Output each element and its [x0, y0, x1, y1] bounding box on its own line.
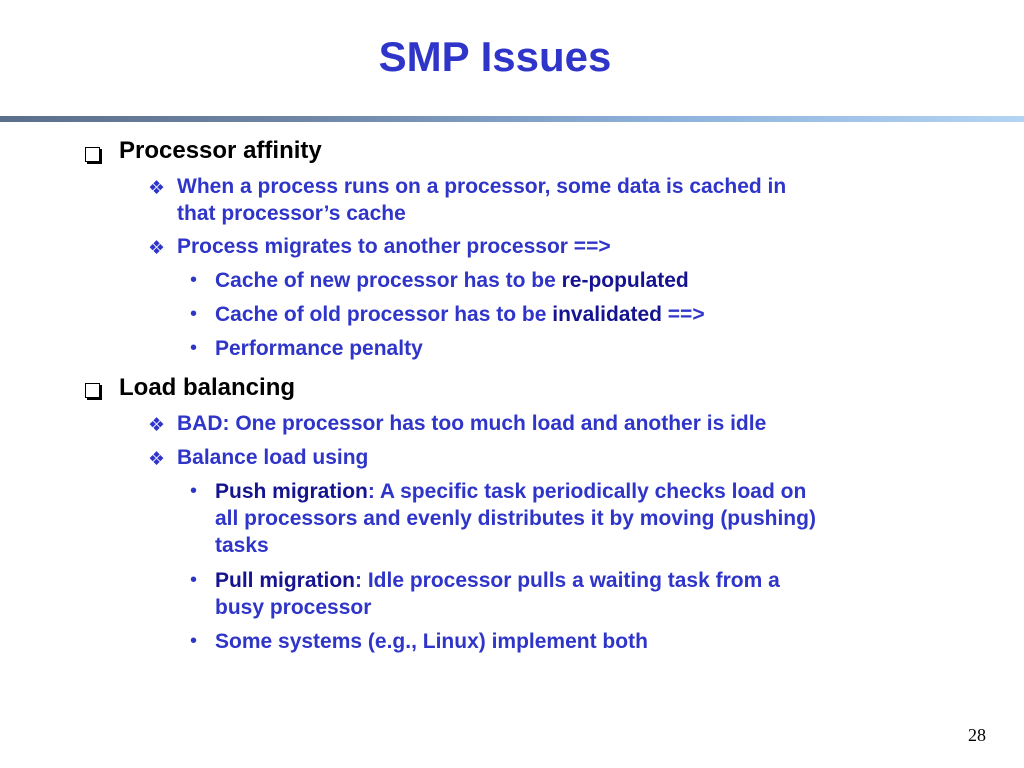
section-heading-load-balancing: Load balancing	[119, 374, 296, 401]
bullet-text: Cache of old processor has to be	[215, 303, 553, 326]
emphasis-text: re-populated	[561, 269, 689, 292]
diamond-bullet-icon: ❖	[148, 238, 166, 259]
bullet-item	[215, 269, 689, 293]
diamond-bullet-icon: ❖	[148, 449, 166, 470]
bullet-text-continued: all processors and evenly distributes it by moving (pushing)	[215, 507, 816, 530]
bullet-item: Some systems (e.g., Linux) implement both	[215, 630, 648, 653]
bullet-text: : A specific task periodically checks load on	[367, 480, 807, 503]
box-bullet-icon	[85, 147, 100, 162]
round-bullet-icon: •	[190, 569, 198, 591]
sub-item-text: When a process runs on a processor, some data is cached in	[177, 175, 787, 198]
bullet-item	[215, 480, 806, 504]
round-bullet-icon: •	[190, 630, 198, 652]
slide-title: SMP Issues	[378, 33, 612, 80]
emphasis-text: Pull migration	[215, 569, 356, 592]
round-bullet-icon: •	[190, 303, 198, 325]
emphasis-text: invalidated	[552, 303, 662, 326]
round-bullet-icon: •	[190, 480, 198, 502]
sub-item-text: Process migrates to another processor ==>	[177, 235, 611, 258]
section-heading-processor-affinity: Processor affinity	[119, 137, 322, 164]
box-bullet-icon	[85, 383, 100, 398]
sub-item-text: BAD: One processor has too much load and another is idle	[177, 412, 767, 435]
bullet-text-suffix: ==>	[661, 303, 705, 326]
bullet-text-continued: busy processor	[215, 596, 372, 619]
diamond-bullet-icon: ❖	[148, 178, 166, 199]
round-bullet-icon: •	[190, 337, 198, 359]
sub-item-text: Balance load using	[177, 446, 369, 469]
bullet-item	[215, 303, 705, 327]
bullet-text: : Idle processor pulls a waiting task from a	[355, 569, 780, 592]
bullet-text-continued: tasks	[215, 534, 269, 557]
page-number: 28	[968, 725, 986, 745]
bullet-item	[215, 569, 780, 593]
sub-item-text-continued: that processor’s cache	[177, 202, 406, 225]
bullet-text: Cache of new processor has to be	[215, 269, 562, 292]
emphasis-text: Push migration	[215, 480, 368, 503]
diamond-bullet-icon: ❖	[148, 415, 166, 436]
round-bullet-icon: •	[190, 269, 198, 291]
bullet-item: Performance penalty	[215, 337, 423, 360]
